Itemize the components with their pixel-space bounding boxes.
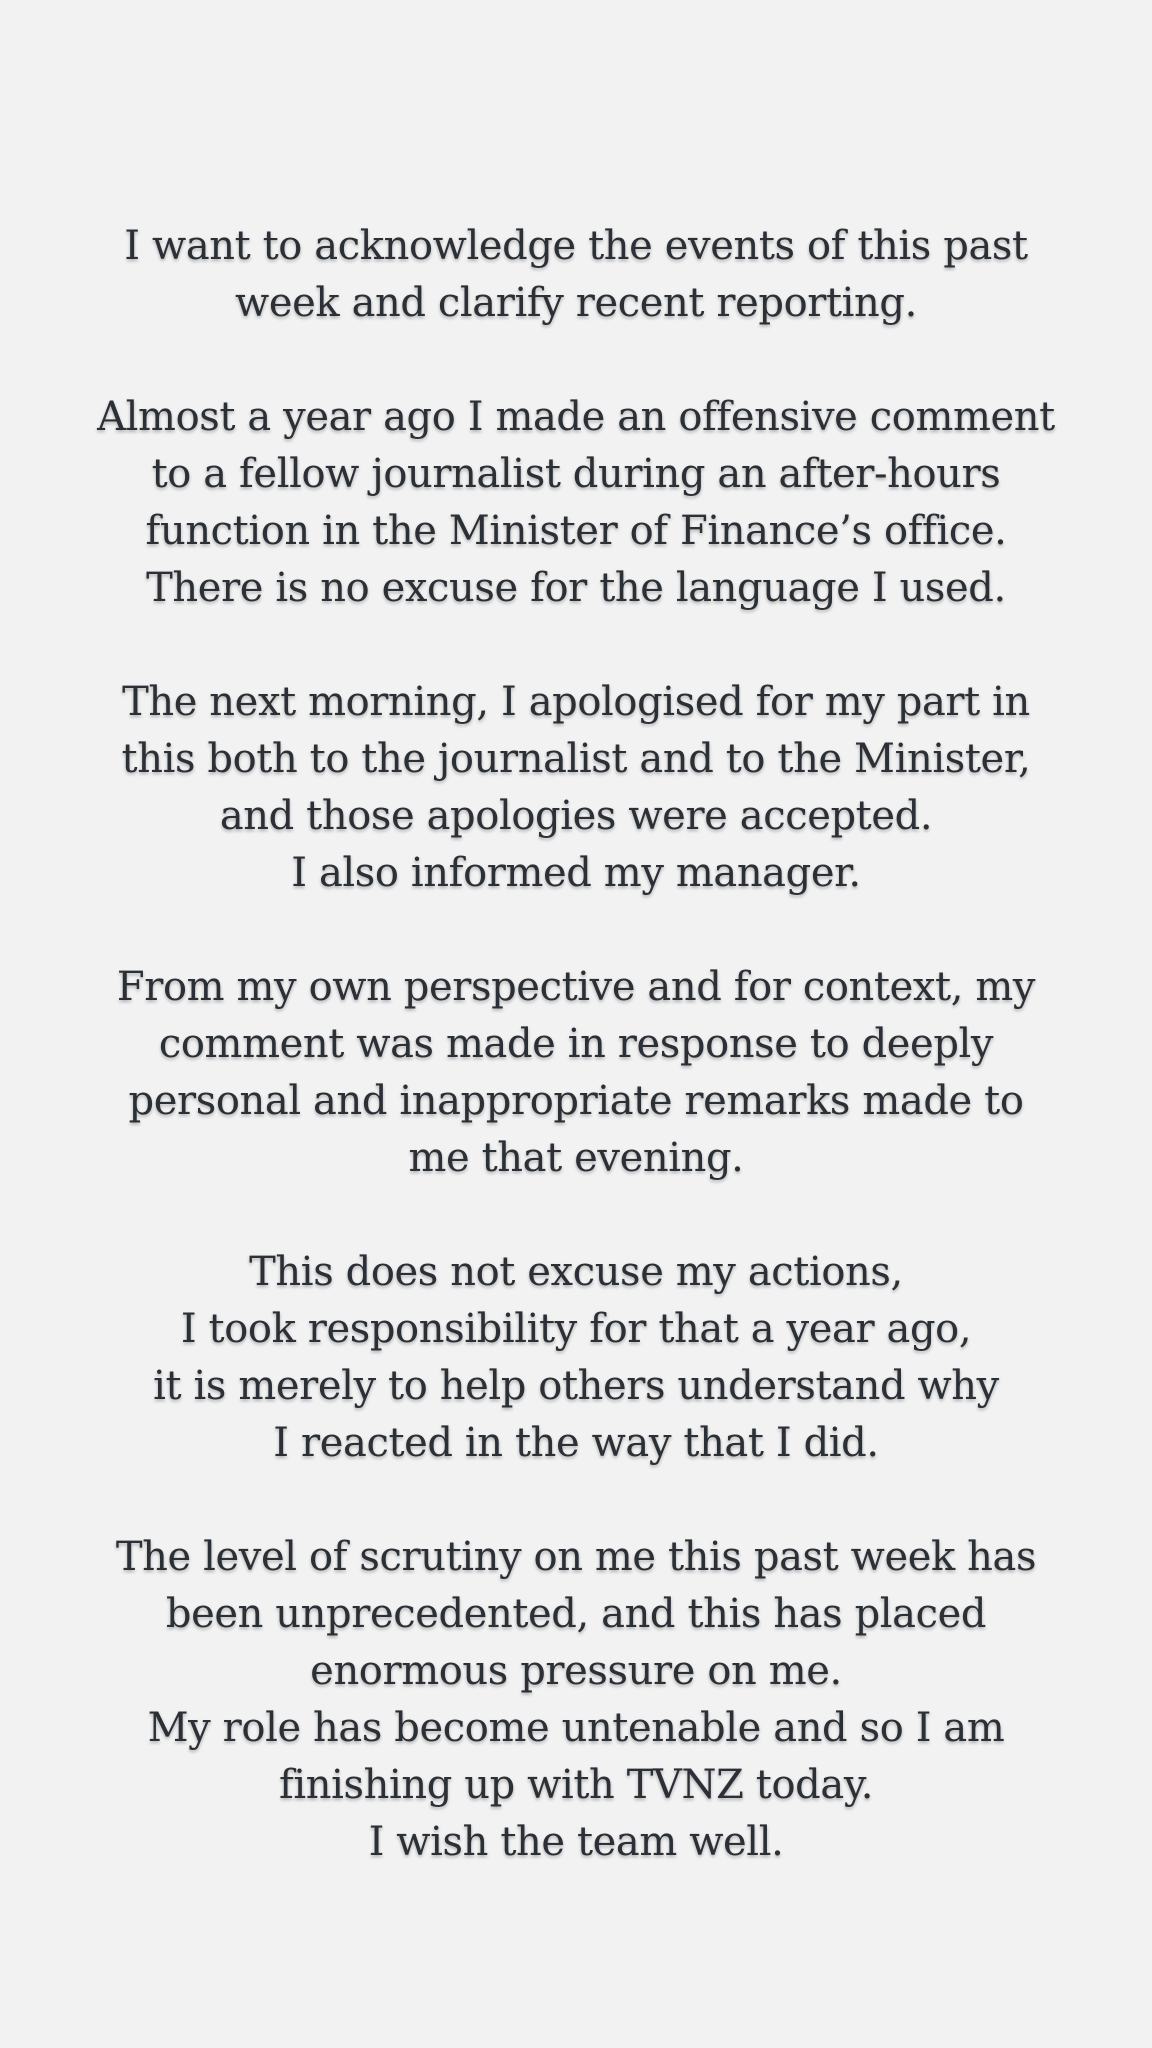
text-line: I wish the team well.: [368, 1819, 784, 1865]
text-line: Almost a year ago I made an offensive comment: [97, 394, 1055, 440]
text-line: From my own perspective and for context, my: [116, 964, 1036, 1010]
text-line: enormous pressure on me.: [310, 1648, 842, 1694]
text-line: personal and inappropriate remarks made to: [128, 1078, 1024, 1124]
paragraph-context: [0, 959, 1152, 1187]
text-line: function in the Minister of Finance’s office.: [145, 508, 1007, 554]
text-line: My role has become untenable and so I am: [147, 1705, 1005, 1751]
text-line: me that evening.: [408, 1135, 744, 1181]
text-line: I reacted in the way that I did.: [273, 1420, 879, 1466]
paragraph-responsibility: [0, 1244, 1152, 1472]
text-line: The next morning, I apologised for my part in: [122, 679, 1030, 725]
text-line: to a fellow journalist during an after-hours: [151, 451, 1001, 497]
text-line: This does not excuse my actions,: [249, 1249, 903, 1295]
text-line: this both to the journalist and to the Minister,: [121, 736, 1031, 782]
paragraph-offensive-comment: [0, 389, 1152, 617]
text-line: finishing up with TVNZ today.: [278, 1762, 874, 1808]
text-line: There is no excuse for the language I used.: [146, 565, 1006, 611]
paragraph-apology: [0, 674, 1152, 902]
text-line: comment was made in response to deeply: [158, 1021, 994, 1067]
text-line: I took responsibility for that a year ago,: [180, 1306, 972, 1352]
text-line: week and clarify recent reporting.: [235, 280, 917, 326]
text-line: I also informed my manager.: [291, 850, 861, 896]
text-line: it is merely to help others understand why: [153, 1363, 999, 1409]
text-line: been unprecedented, and this has placed: [165, 1591, 987, 1637]
statement-text: [0, 218, 1152, 1871]
text-line: I want to acknowledge the events of this past: [124, 223, 1028, 269]
paragraph-departure: [0, 1529, 1152, 1871]
paragraph-acknowledgement: [0, 218, 1152, 332]
text-line: and those apologies were accepted.: [219, 793, 933, 839]
text-line: The level of scrutiny on me this past week has: [115, 1534, 1037, 1580]
